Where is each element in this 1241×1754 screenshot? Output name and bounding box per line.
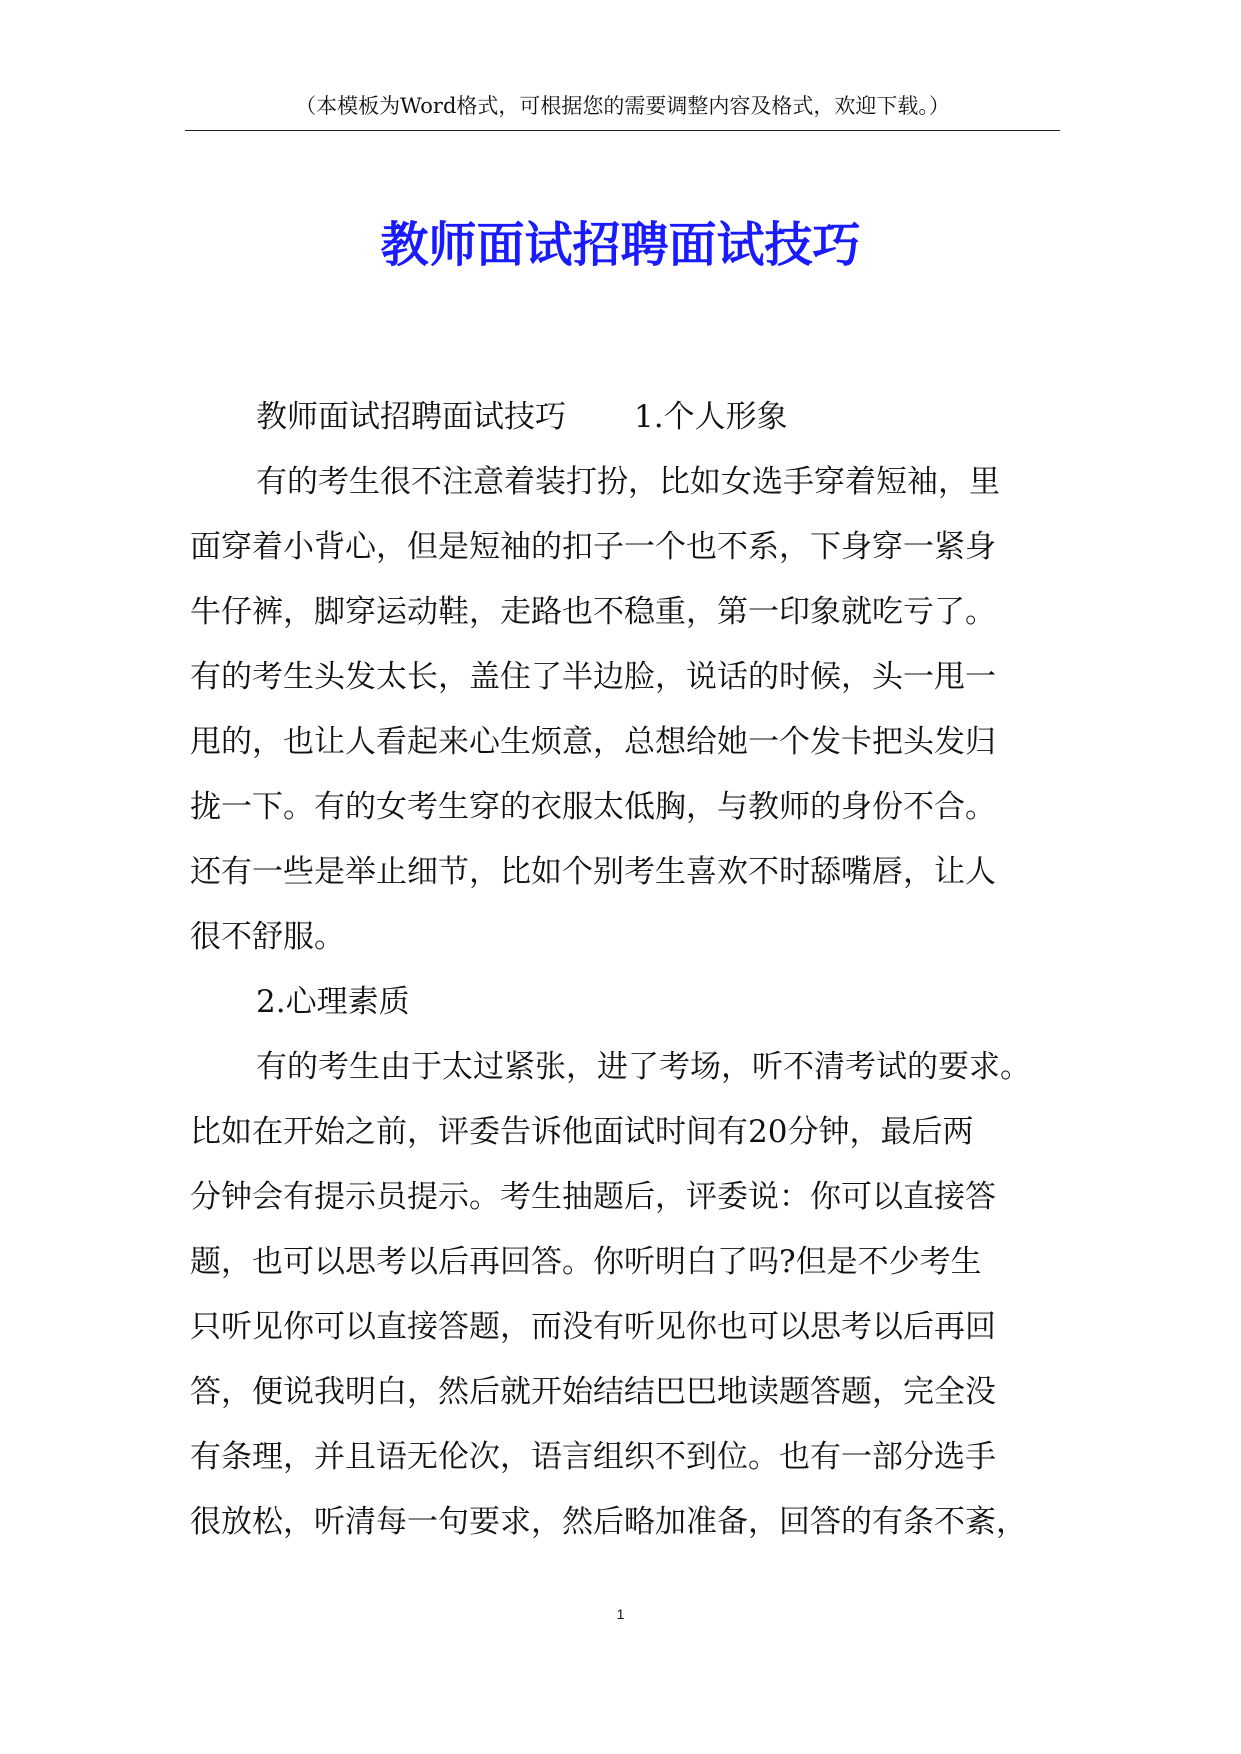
body-line: 分钟会有提示员提示。考生抽题后，评委说：你可以直接答 [190,1179,996,1215]
body-line: 答，便说我明白，然后就开始结结巴巴地读题答题，完全没 [190,1374,996,1410]
body-line: 题，也可以思考以后再回答。你听明白了吗?但是不少考生 [190,1244,982,1280]
document-title: 教师面试招聘面试技巧 [380,217,861,273]
document-body [190,385,1070,1555]
body-line: 还有一些是举止细节，比如个别考生喜欢不时舔嘴唇，让人 [190,854,996,890]
body-line: 牛仔裤，脚穿运动鞋，走路也不稳重，第一印象就吃亏了。 [190,594,996,630]
header-divider [185,130,1060,131]
body-line: 有的考生由于太过紧张，进了考场，听不清考试的要求。 [256,1049,1031,1085]
section-heading-1: 1.个人形象 [634,399,788,435]
body-line: 面穿着小背心，但是短袖的扣子一个也不系，下身穿一紧身 [190,529,996,565]
body-line: 比如在开始之前，评委告诉他面试时间有20分钟，最后两 [190,1114,974,1150]
body-line [190,385,1070,450]
body-line: 很放松，听清每一句要求，然后略加准备，回答的有条不紊， [190,1504,1027,1540]
body-line: 拢一下。有的女考生穿的衣服太低胸，与教师的身份不合。 [190,789,996,825]
body-line: 有的考生很不注意着装打扮，比如女选手穿着短袖，里 [256,464,1000,500]
body-line: 只听见你可以直接答题，而没有听见你也可以思考以后再回 [190,1309,996,1345]
body-line: 有的考生头发太长，盖住了半边脸，说话的时候，头一甩一 [190,659,996,695]
body-line: 很不舒服。 [190,919,345,955]
section-heading-2: 2.心理素质 [256,984,410,1020]
body-line: 甩的，也让人看起来心生烦意，总想给她一个发卡把头发归 [190,724,996,760]
body-line: 有条理，并且语无伦次，语言组织不到位。也有一部分选手 [190,1439,996,1475]
page-number: 1 [616,1606,625,1622]
template-notice: （本模板为Word格式，可根据您的需要调整内容及格式，欢迎下载。） [295,94,950,118]
intro-heading: 教师面试招聘面试技巧 [256,399,566,435]
